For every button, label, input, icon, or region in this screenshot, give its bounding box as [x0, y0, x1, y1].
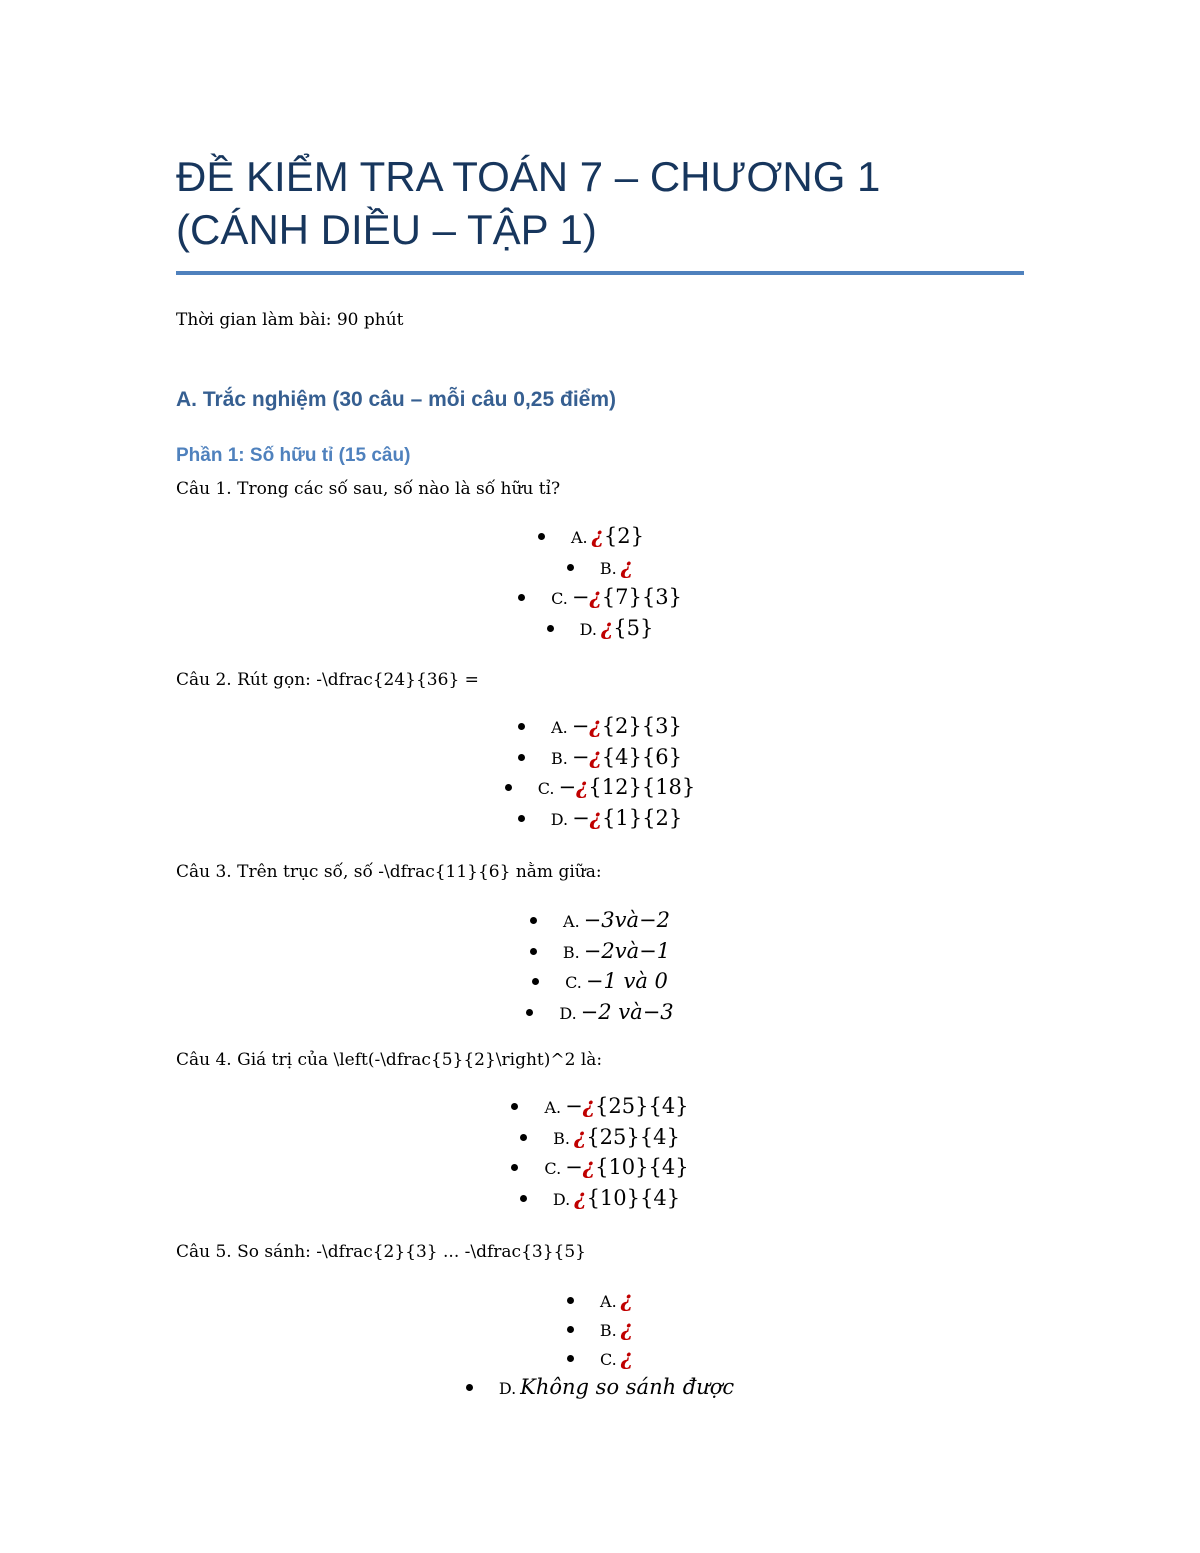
question-5-options — [176, 1285, 1024, 1401]
bullet-icon — [547, 625, 554, 632]
bullet-icon — [518, 723, 525, 730]
question-1: Câu 1. Trong các số sau, số nào là số hữu tỉ? — [176, 479, 561, 499]
q5-option-b: B. ¿ — [176, 1314, 1024, 1343]
q2-option-b: B. −¿{4}{6} — [176, 742, 1024, 773]
q3-option-d: D. −2 và−3 — [176, 997, 1024, 1028]
q3-option-b: B. −2và−1 — [176, 936, 1024, 967]
bullet-icon — [518, 815, 525, 822]
q1-option-c: C. −¿{7}{3} — [176, 582, 1024, 613]
document-title — [176, 150, 1036, 256]
error-glyph: ¿ — [574, 1123, 587, 1149]
q2-option-a: A. −¿{2}{3} — [176, 711, 1024, 742]
question-4-options — [176, 1091, 1024, 1213]
bullet-icon — [518, 754, 525, 761]
error-glyph: ¿ — [620, 1287, 633, 1312]
part-1-heading: Phần 1: Số hữu tỉ (15 câu) — [176, 445, 411, 466]
q1-option-b: B. ¿ — [176, 552, 1024, 583]
title-underline — [176, 271, 1024, 275]
q5-option-a: A. ¿ — [176, 1285, 1024, 1314]
bullet-icon — [567, 564, 574, 571]
q3-option-a: A. −3và−2 — [176, 905, 1024, 936]
q4-option-b: B. ¿{25}{4} — [176, 1122, 1024, 1153]
error-glyph: ¿ — [574, 1184, 587, 1210]
bullet-icon — [526, 1009, 533, 1016]
q1-option-a: A. ¿{2} — [176, 521, 1024, 552]
bullet-icon — [466, 1384, 473, 1391]
error-glyph: ¿ — [582, 1154, 596, 1179]
error-glyph: ¿ — [589, 743, 602, 769]
q4-option-d: D. ¿{10}{4} — [176, 1183, 1024, 1214]
question-2-options — [176, 711, 1024, 833]
bullet-icon — [532, 978, 539, 985]
question-4: Câu 4. Giá trị của \left(-\dfrac{5}{2}\right)^2 là: — [176, 1050, 603, 1070]
bullet-icon — [518, 594, 525, 601]
question-1-options — [176, 521, 1024, 643]
question-3: Câu 3. Trên trục số, số -\dfrac{11}{6} nằm giữa: — [176, 862, 602, 882]
title-line-2: (CÁNH DIỀU – TẬP 1) — [176, 206, 597, 253]
error-glyph: ¿ — [620, 1345, 634, 1370]
bullet-icon — [520, 1134, 527, 1141]
error-glyph: ¿ — [591, 523, 604, 548]
section-a-heading: A. Trắc nghiệm (30 câu – mỗi câu 0,25 điểm) — [176, 388, 616, 411]
bullet-icon — [505, 784, 512, 791]
q4-option-a: A. −¿{25}{4} — [176, 1091, 1024, 1122]
question-2: Câu 2. Rút gọn: -\dfrac{24}{36} = — [176, 670, 479, 690]
question-3-options — [176, 905, 1024, 1027]
bullet-icon — [567, 1326, 574, 1333]
error-glyph: ¿ — [576, 774, 589, 799]
error-glyph: ¿ — [589, 713, 602, 738]
bullet-icon — [567, 1355, 574, 1362]
q2-option-c: C. −¿{12}{18} — [176, 772, 1024, 803]
error-glyph: ¿ — [582, 1093, 596, 1118]
error-glyph: ¿ — [620, 553, 634, 579]
q3-option-c: C. −1 và 0 — [176, 966, 1024, 997]
bullet-icon — [511, 1164, 518, 1171]
bullet-icon — [520, 1195, 527, 1202]
question-5: Câu 5. So sánh: -\dfrac{2}{3} ... -\dfrac{3}{5} — [176, 1242, 586, 1262]
q4-option-c: C. −¿{10}{4} — [176, 1152, 1024, 1183]
error-glyph: ¿ — [589, 584, 602, 609]
error-glyph: ¿ — [600, 614, 614, 640]
bullet-icon — [511, 1103, 518, 1110]
bullet-icon — [530, 917, 537, 924]
time-note: Thời gian làm bài: 90 phút — [176, 310, 404, 330]
q2-option-d: D. −¿{1}{2} — [176, 803, 1024, 834]
bullet-icon — [567, 1297, 574, 1304]
error-glyph: ¿ — [589, 804, 603, 830]
q5-option-c: C. ¿ — [176, 1343, 1024, 1372]
bullet-icon — [538, 533, 545, 540]
error-glyph: ¿ — [620, 1316, 634, 1341]
title-line-1: ĐỀ KIỂM TRA TOÁN 7 – CHƯƠNG 1 — [176, 153, 881, 200]
q5-option-d: D. Không so sánh được — [176, 1372, 1024, 1401]
q1-option-d: D. ¿{5} — [176, 613, 1024, 644]
bullet-icon — [530, 948, 537, 955]
